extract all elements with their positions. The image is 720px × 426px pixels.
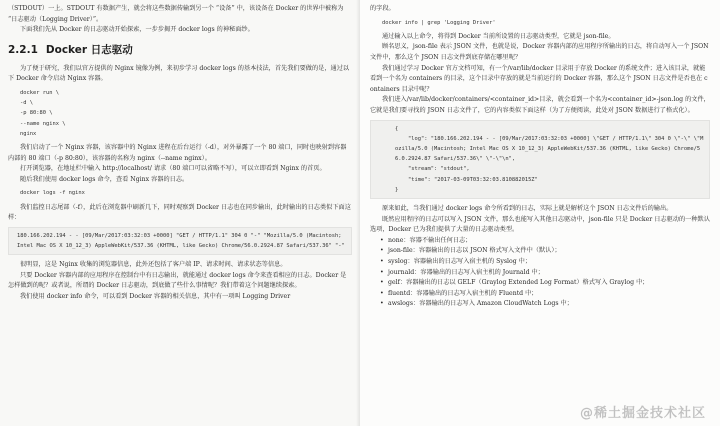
left-paragraph-4: 我们启动了一个 Nginx 容器，该容器中的 Nginx 进程在后台运行（-d），对外暴露了一个 80 端口，同时也映射到容器内部的 80 端口（-p 80:80），该容器的名称为 nginx（--name nginx）。 xyxy=(8,143,347,162)
list-item: • none：容器不输出任何日志； xyxy=(388,236,710,247)
left-paragraph-5: 打开浏览器，在地址栏中输入 http://localhost/ 请求（80 端口可以省略不写），可以立即看到 Nginx 的首页。 xyxy=(20,165,326,173)
right-page xyxy=(360,0,720,426)
list-item: • fluentd：容器输出的日志写入宿主机的 Fluentd 中； xyxy=(388,289,710,300)
code-docker-run: docker run \ -d \ -p 80:80 \ --name nginx \ nginx xyxy=(20,89,66,137)
left-paragraph-6: 随后我们使用 docker logs 命令，查看 Nginx 容器的日志。 xyxy=(20,175,189,183)
watermark: @稀土掘金技术社区 xyxy=(579,406,706,422)
code-docker-info: docker info | grep 'Logging Driver' xyxy=(382,19,496,26)
left-paragraph-10: 我们使用 docker info 命令，可以看到 Docker 容器的相关信息，其中有一项叫 Logging Driver xyxy=(20,292,291,300)
logging-driver-list xyxy=(370,236,710,310)
right-paragraph-3: 顾名思义，json-file 表示 JSON 文件，也就是说，Docker 容器内部的应用程序所输出的日志，将自动写入一个 JSON 文件中，那么这个 JSON 日志文件到底存储在哪里呢？ xyxy=(370,43,709,61)
right-paragraph-2: 通过输入以上命令，将得到 Docker 当前所设置的日志驱动类型，它就是 json-file。 xyxy=(382,32,615,40)
list-item: • awslogs：容器输出的日志写入 Amazon CloudWatch Logs 中； xyxy=(388,299,710,310)
right-paragraph-1: 的字段。 xyxy=(370,5,395,12)
section-title: Docker 日志驱动 xyxy=(45,43,133,56)
code-json-log: { "log": "180.166.202.194 - - [09/Mar/2017:03:32:03 +0000] \"GET / HTTP/1.1\" 304 0 \"-\" \"Mozilla/5.0 (Macintosh; Intel Mac OS X 10_12_3) AppleWebKit/537.36 (KHTML, like Gecko) Chrome/56.0.2924.87 Safari/537.36\" \"-\"\n", "stream": "stdout", "time": "2017-03-09T03:32:03.810882015Z" } xyxy=(370,120,710,199)
section-number: 2.2.1 xyxy=(8,43,38,56)
list-item: • journald：容器输出的日志写入宿主机的 Journald 中； xyxy=(388,268,710,279)
right-paragraph-5: 我们进入/var/lib/docker/containers/<container_id>目录，就会看到一个名为<container_id>-json.log 的文件，它就是我们要寻找的 JSON 日志文件了，它的内容类似下面这样（为了方便阅读，此处对 JSON 数据进行了格式化）。 xyxy=(370,96,710,114)
section-heading xyxy=(8,44,352,57)
left-paragraph-8: 很明显，这是 Nginx 收集的浏览器信息，此外还包括了客户端 IP、请求时间、请求状态等信息。 xyxy=(20,261,287,269)
code-docker-logs: docker logs -f nginx xyxy=(20,190,85,197)
right-paragraph-6: 原来如此，当我们通过 docker logs 命令所看到的日志，实际上就是解析这个 JSON 日志文件后的输出。 xyxy=(382,204,673,212)
list-item: • gelf：容器输出的日志以 GELF（Graylog Extended Log Format）格式写入 Graylog 中； xyxy=(388,278,710,289)
left-paragraph-7: 我们监控日志尾部（-f），此后在浏览器中刷新几下，同时观察到 Docker 日志也在同步输出，此时输出的日志类似下面这样： xyxy=(8,203,351,222)
right-paragraph-7: 既然应用程序的日志可以写入 JSON 文件，那么也能写入其他日志驱动中，json-file 只是 Docker 日志驱动的一种默认选项，Docker 已为我们提供了大量的日志驱动类型。 xyxy=(370,215,710,234)
list-item: • syslog：容器输出的日志写入宿主机的 Syslog 中； xyxy=(388,257,710,268)
left-paragraph-9: 只要 Docker 容器内部的应用程序在控制台中有日志输出，就能通过 docker logs 命令来查看相应的日志。Docker 是怎样做到的呢？或者说，所谓的 Docker 日志驱动，到底做了些什么事情呢？我们带着这个问题继续探索。 xyxy=(8,271,347,290)
code-nginx-log: 180.166.202.194 - - [09/Mar/2017:03:32:03 +0000] "GET / HTTP/1.1" 304 0 "-" "Mozilla/5.0 (Macintosh; Intel Mac OS X 10_12_3) AppleWebKit/537.36 (KHTML, like Gecko) Chrome/56.0.2924.87 Safari/537.36" "-" xyxy=(8,227,352,255)
left-paragraph-1: （STDOUT）一上。STDOUT 有数据产生，就会将这些数据传输到另一个 “设备” 中，该设备在 Docker 的世界中被称为 “日志驱动（Logging Driver）”。 xyxy=(8,5,344,23)
right-paragraph-4: 我们通过学习 Docker 官方文档可知，有一个/var/lib/docker 目录用于存放 Docker 的系统文件；进入该目录，就能看到一个名为 containers 的目录，这个目录中存放的就是当前运行的 Docker 容器，那么这个 JSON 日志文件是否也在 containers 目录中呢？ xyxy=(370,64,708,93)
left-paragraph-3: 为了便于研究，我们以官方提供的 Nginx 镜像为例，来初步学习 docker logs 的基本技法，首先我们要做的是，通过以下 Docker 命令启动 Nginx 容器。 xyxy=(8,64,350,83)
list-item: • json-file：容器输出的日志以 JSON 格式写入文件中（默认）； xyxy=(388,246,710,257)
left-paragraph-2: 下面我们先从 Docker 的日志驱动开始探索，一步步揭开 docker logs 的神秘面纱。 xyxy=(20,26,254,34)
